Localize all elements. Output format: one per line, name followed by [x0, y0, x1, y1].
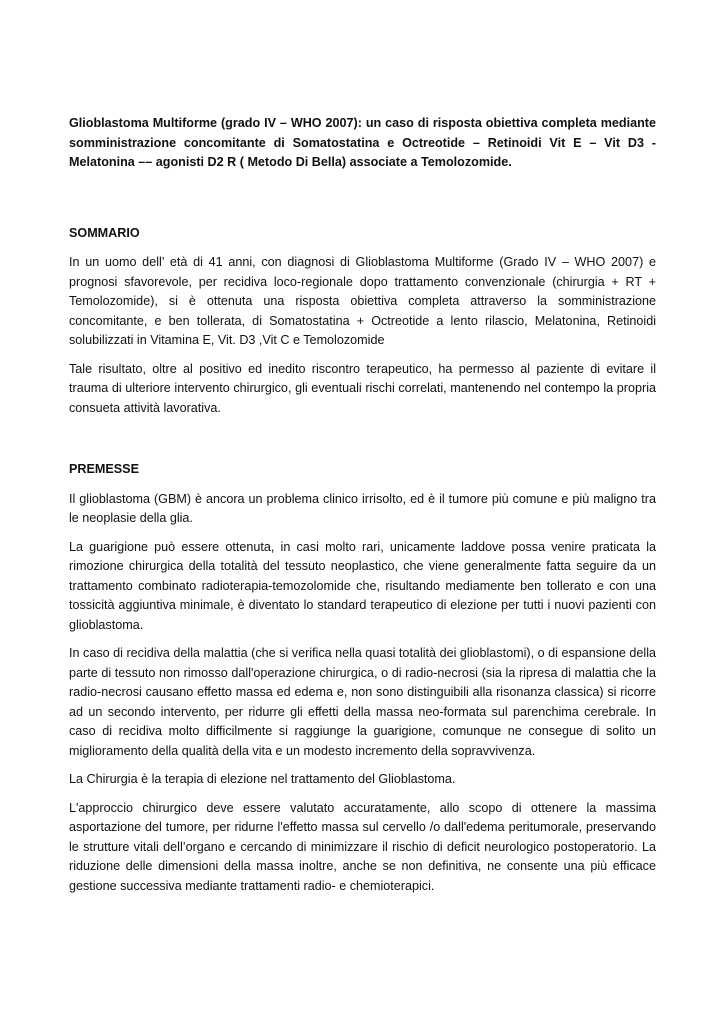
document-title: Glioblastoma Multiforme (grado IV – WHO 2007): un caso di risposta obiettiva completa mediante somministrazione concomitante di Somatostatina e Octreotide – Retinoidi Vit E – Vit D3 - Melatonina –– agonisti D2 R ( Metodo Di Bella) associate a Temolozomide. — [69, 116, 656, 169]
document-page — [69, 114, 656, 905]
section-heading-premesse: PREMESSE — [69, 462, 139, 476]
paragraph: La guarigione può essere ottenuta, in casi molto rari, unicamente laddove possa venire praticata la rimozione chirurgica della totalità del tessuto neoplastico, che viene generalmente fatta seguire da un trattamento combinato radioterapia-temozolomide che, risultando mediamente ben tollerato e con una tossicità aggiuntiva minimale, è diventato lo standard terapeutico di elezione per tutti i nuovi pazienti con glioblastoma. — [69, 539, 656, 632]
paragraph: Tale risultato, oltre al positivo ed inedito riscontro terapeutico, ha permesso al paziente di evitare il trauma di ulteriore intervento chirurgico, gli eventuali rischi correlati, mantenendo nel contempo la propria consueta attività lavorativa. — [69, 361, 656, 415]
paragraph: In un uomo dell’ età di 41 anni, con diagnosi di Glioblastoma Multiforme (Grado IV – WHO 2007) e prognosi sfavorevole, per recidiva loco-regionale dopo trattamento convenzionale (chirurgia + RT + Temolozomide), si è ottenuta una risposta obiettiva completa attraverso la somministrazione concomitante, e ben tollerata, di Somatostatina + Octreotide a lento rilascio, Melatonina, Retinoidi solubilizzati in Vitamina E, Vit. D3 ,Vit C e Temolozomide — [69, 255, 656, 347]
paragraph: La Chirurgia è la terapia di elezione nel trattamento del Glioblastoma. — [69, 772, 456, 786]
paragraph: L'approccio chirurgico deve essere valutato accuratamente, allo scopo di ottenere la massima asportazione del tumore, per ridurne l'effetto massa sul cervello /o dall'edema peritumorale, preservando le strutture vitali dell’organo e cercando di minimizzare il rischio di deficit neurologico postoperatorio. La riduzione delle dimensioni della massa inoltre, anche se non definitiva, ne consente una più efficace gestione successiva mediante trattamenti radio- e chemioterapici. — [69, 800, 656, 893]
paragraph: Il glioblastoma (GBM) è ancora un problema clinico irrisolto, ed è il tumore più comune e più maligno tra le neoplasie della glia. — [69, 491, 656, 525]
paragraph: In caso di recidiva della malattia (che si verifica nella quasi totalità dei glioblastomi), o di espansione della parte di tessuto non rimosso dall'operazione chirurgica, o di radio-necrosi (sia la ripresa di malattia che la radio-necrosi causano effetto massa ed edema e, non sono distinguibili alla risonanza classica) si ricorre ad un secondo intervento, per ridurre gli effetti della massa neo-formata sul parenchima cerebrale. In caso di recidiva molto difficilmente si raggiunge la guarigione, comunque ne consegue di solito un miglioramento della qualità della vita e un modesto incremento della sopravvivenza. — [69, 646, 656, 758]
section-sommario — [69, 224, 656, 419]
section-heading-sommario: SOMMARIO — [69, 225, 140, 240]
section-premesse — [69, 460, 656, 896]
